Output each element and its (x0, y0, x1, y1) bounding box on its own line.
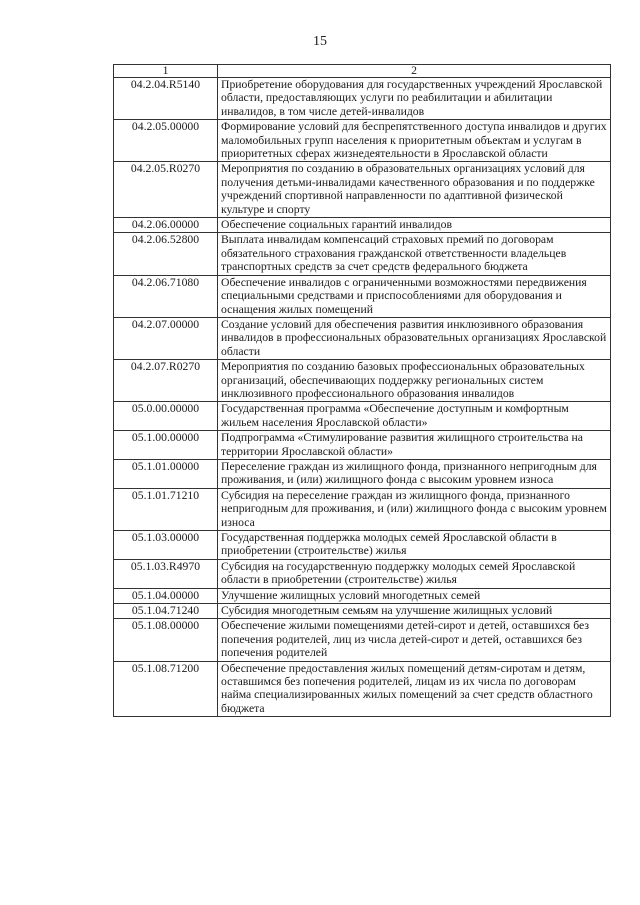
row-code: 05.1.03.R4970 (114, 559, 218, 588)
row-code: 05.1.00.00000 (114, 431, 218, 460)
row-name: Субсидия многодетным семьям на улучшение жилищных условий (218, 604, 611, 619)
row-code: 05.1.01.71210 (114, 488, 218, 530)
row-name: Обеспечение предоставления жилых помещений детям-сиротам и детям, оставшимся без попечения родителей, лицам из их числа по договорам найма специализированных жилых помещений за счет средств областного бюджета (218, 661, 611, 717)
row-code: 05.1.03.00000 (114, 531, 218, 560)
row-code: 04.2.07.00000 (114, 317, 218, 359)
row-code: 05.1.04.00000 (114, 588, 218, 603)
table-row (114, 431, 611, 460)
table-row (114, 402, 611, 431)
table-row (114, 559, 611, 588)
column-header-code: 1 (114, 65, 218, 78)
classification-table (113, 64, 611, 717)
row-code: 04.2.04.R5140 (114, 78, 218, 120)
row-code: 05.0.00.00000 (114, 402, 218, 431)
row-code: 04.2.06.71080 (114, 275, 218, 317)
table-row (114, 531, 611, 560)
row-code: 04.2.05.R0270 (114, 162, 218, 218)
row-name: Выплата инвалидам компенсаций страховых премий по договорам обязательного страхования гражданской ответственности владельцев транспортных средств за счет средств федерального бюджета (218, 233, 611, 275)
table-row (114, 459, 611, 488)
row-name: Обеспечение жилыми помещениями детей-сирот и детей, оставшихся без попечения родителей, лиц из числа детей-сирот и детей, оставшихся без попечения родителей (218, 619, 611, 661)
row-name: Улучшение жилищных условий многодетных семей (218, 588, 611, 603)
page-number: 15 (313, 34, 327, 49)
row-name: Создание условий для обеспечения развития инклюзивного образования инвалидов в профессиональных образовательных организациях Ярославской области (218, 317, 611, 359)
row-name: Обеспечение социальных гарантий инвалидов (218, 218, 611, 233)
table-row (114, 275, 611, 317)
row-code: 04.2.06.00000 (114, 218, 218, 233)
row-name: Субсидия на государственную поддержку молодых семей Ярославской области в приобретении (строительстве) жилья (218, 559, 611, 588)
table-row (114, 360, 611, 402)
row-name: Мероприятия по созданию в образовательных организациях условий для получения детьми-инвалидами качественного образования и по поддержке учреждений спортивной направленности по адаптивной физической культуре и спорту (218, 162, 611, 218)
row-name: Переселение граждан из жилищного фонда, признанного непригодным для проживания, и (или) жилищного фонда с высоким уровнем износа (218, 459, 611, 488)
table-row (114, 120, 611, 162)
row-code: 05.1.08.00000 (114, 619, 218, 661)
row-code: 05.1.04.71240 (114, 604, 218, 619)
row-name: Государственная поддержка молодых семей Ярославской области в приобретении (строительстве) жилья (218, 531, 611, 560)
table-row (114, 162, 611, 218)
row-code: 04.2.07.R0270 (114, 360, 218, 402)
row-name: Подпрограмма «Стимулирование развития жилищного строительства на территории Ярославской области» (218, 431, 611, 460)
table-row (114, 604, 611, 619)
row-name: Приобретение оборудования для государственных учреждений Ярославской области, предоставляющих услуги по реабилитации и абилитации инвалидов, в том числе детей-инвалидов (218, 78, 611, 120)
table-row (114, 661, 611, 717)
table-row (114, 588, 611, 603)
row-code: 05.1.01.00000 (114, 459, 218, 488)
table-row (114, 218, 611, 233)
table-row (114, 619, 611, 661)
table-row (114, 233, 611, 275)
row-name: Мероприятия по созданию базовых профессиональных образовательных организаций, обеспечивающих поддержку региональных систем инклюзивного профессионального образования инвалидов (218, 360, 611, 402)
row-name: Обеспечение инвалидов с ограниченными возможностями передвижения специальными средствами и приспособлениями для оборудования и оснащения жилых помещений (218, 275, 611, 317)
table-body (114, 78, 611, 717)
row-code: 05.1.08.71200 (114, 661, 218, 717)
row-name: Субсидия на переселение граждан из жилищного фонда, признанного непригодным для проживания, и (или) жилищного фонда с высоким уровнем износа (218, 488, 611, 530)
row-code: 04.2.05.00000 (114, 120, 218, 162)
table-header-row (114, 65, 611, 78)
column-header-name: 2 (218, 65, 611, 78)
row-name: Формирование условий для беспрепятственного доступа инвалидов и других маломобильных групп населения к приоритетным объектам и услугам в приоритетных сферах жизнедеятельности в Ярославской области (218, 120, 611, 162)
table-row (114, 488, 611, 530)
table-row (114, 78, 611, 120)
row-name: Государственная программа «Обеспечение доступным и комфортным жильем населения Ярославской области» (218, 402, 611, 431)
row-code: 04.2.06.52800 (114, 233, 218, 275)
table-row (114, 317, 611, 359)
